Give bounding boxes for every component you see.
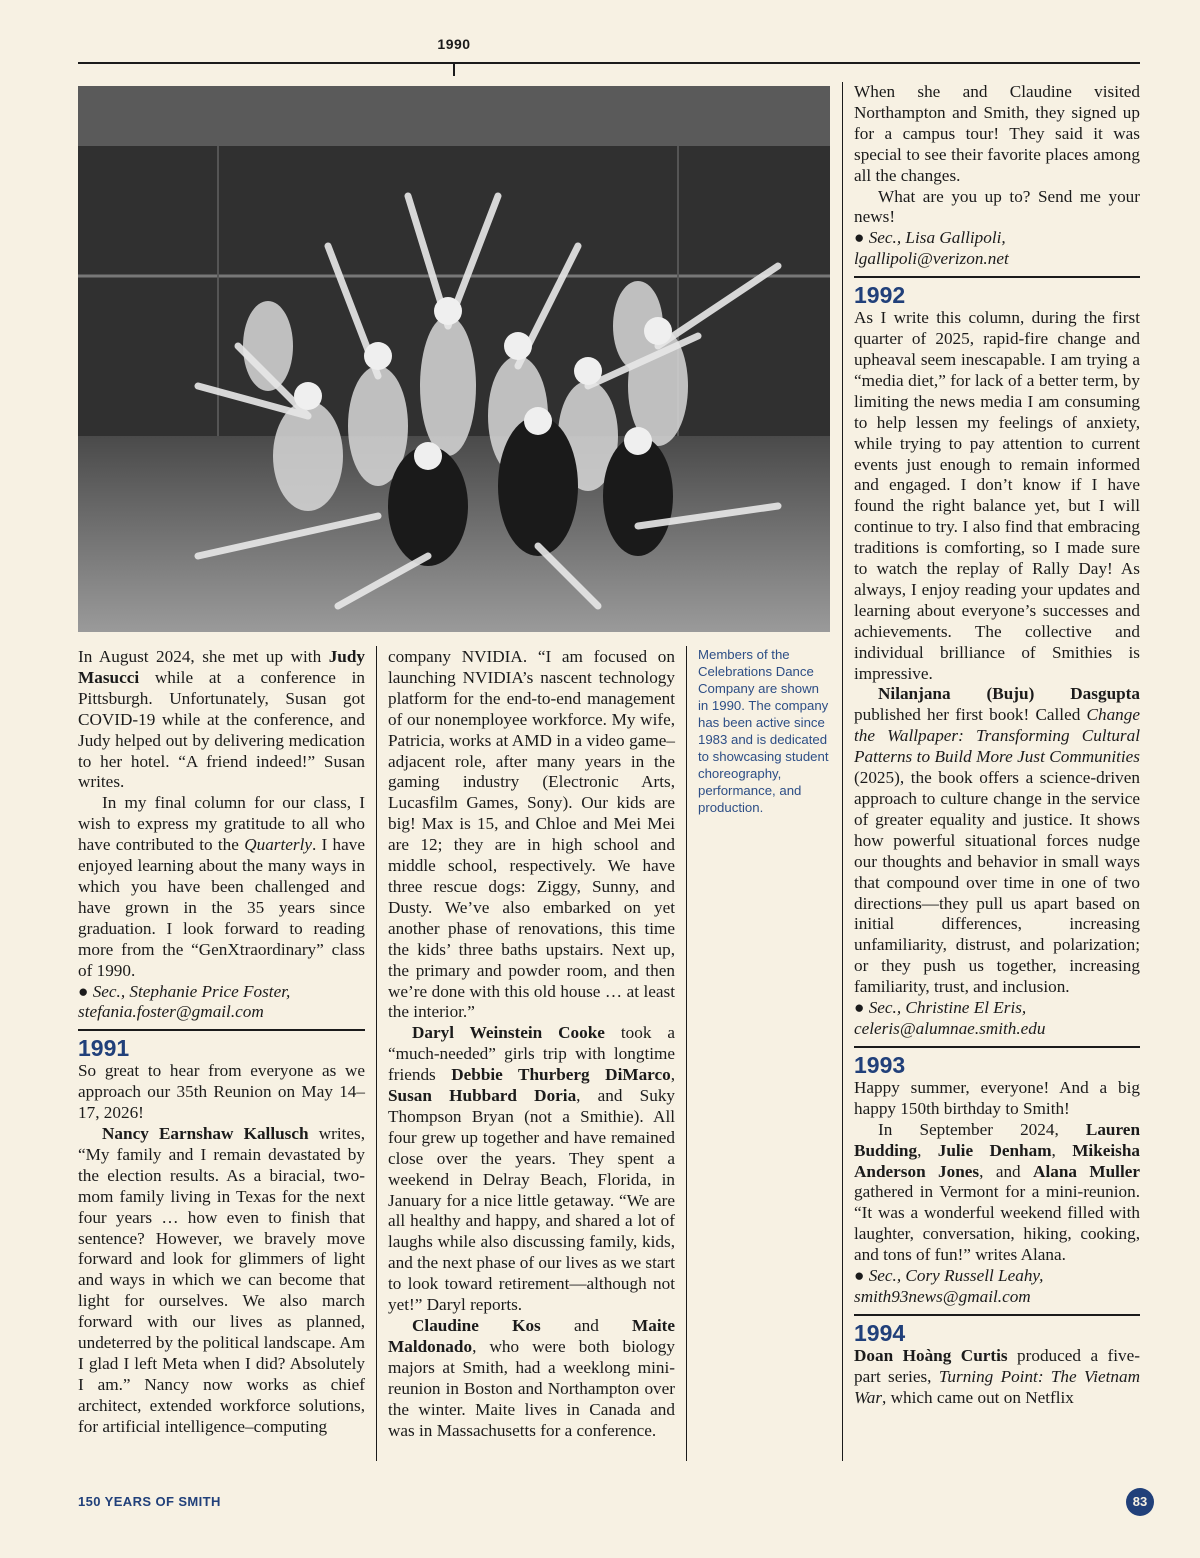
- secretary-email[interactable]: smith93news@gmail.com: [854, 1286, 1031, 1306]
- secretary-email[interactable]: celeris@alumnae.smith.edu: [854, 1018, 1046, 1038]
- column-divider: [686, 646, 687, 1461]
- section-rule: [78, 1029, 365, 1031]
- paragraph: Claudine Kos and Maite Maldonado, who were both biology majors at Smith, had a weeklong mini-reunion in Boston and Northampton over the winter. Maite lives in Canada and was in Massachusetts for a conference.: [388, 1316, 675, 1440]
- paragraph: Daryl Weinstein Cooke took a “much-needed” girls trip with longtime friends Debbie Thurberg DiMarco, Susan Hubbard Doria, and Suky Thompson Bryan (not a Smithie). All four grew up together and have remained close over the years. They spent a weekend in Delray Beach, Florida, in January for a nice little getaway. “We are all healthy and happy, and shared a lot of laughs while also discussing family, kids, and the next phase of our lives as we start to look toward retirement—although not yet!” Daryl reports.: [388, 1023, 675, 1315]
- column-divider: [842, 82, 843, 1461]
- section-rule: [854, 1046, 1140, 1048]
- paragraph: Nancy Earnshaw Kallusch writes, “My family and I remain devastated by the election results. As a biracial, two-mom family living in Texas for the next four years … how even to finish that sentence? However, we bravely move forward and look for glimmers of light and ways in which we can become that light for ourselves. We also march forward with our lives as planned, undeterred by the political landscape. Am I glad I left Meta when I did? Absolutely I am.” Nancy now works as chief architect, extended workforce solutions, for artificial intelligence–computing: [78, 1124, 365, 1436]
- photo-caption: Members of the Celebrations Dance Company are shown in 1990. The company has been active since 1983 and is dedicated to showcasing student choreography, performance, and production.: [698, 647, 829, 815]
- paragraph: In my final column for our class, I wish to express my gratitude to all who have contributed to the Quarterly. I have enjoyed learning about the many ways in which you have been challenged and have grown in the 35 years since graduation. I look forward to reading more from the “GenXtraordinary” class of 1990.: [78, 793, 365, 980]
- paragraph: company NVIDIA. “I am focused on launching NVIDIA’s nascent technology platform for the end-to-end management of our nonemployee workforce. My wife, Patricia, works at AMD in a video game–adjacent role, after many years in the gaming industry (Electronic Arts, Lucasfilm Games, Sony). Our kids are big! Max is 15, and Chloe and Mei Mei are 12; they are in high school and middle school, respectively. We have three rescue dogs: Ziggy, Sunny, and Dusty. We’ve also embarked on yet another phase of renovations, this time the kids’ three baths upstairs. Next up, the primary and powder room, and then we’re done with this old house … at least the interior.”: [388, 647, 675, 1022]
- header-rule: [78, 62, 1140, 64]
- page-number-badge: 83: [1126, 1488, 1154, 1516]
- section-rule: [854, 1314, 1140, 1316]
- column-divider: [376, 646, 377, 1461]
- class-year-heading: 1991: [78, 1035, 130, 1062]
- secretary-signature: ● Sec., Cory Russell Leahy,: [854, 1266, 1044, 1286]
- dance-company-photo: [78, 86, 830, 632]
- secretary-signature: ● Sec., Lisa Gallipoli,: [854, 228, 1006, 248]
- paragraph: As I write this column, during the first quarter of 2025, rapid-fire change and upheaval seem inescapable. I am trying a “media diet,” for lack of a better term, by limiting the news media I am consuming to help lessen my feelings of anxiety, while trying to pay attention to current events just enough to remain informed and engaged. I don’t know if I have found the right balance yet, but I will continue to try. I also find that embracing traditions is comforting, so I made sure to watch the replay of Rally Day! As always, I enjoy reading your updates and learning about everyone’s successes and achievements. The collective and individual brilliance of Smithies is impressive.: [854, 308, 1140, 683]
- secretary-email[interactable]: stefania.foster@gmail.com: [78, 1002, 264, 1022]
- column-4: [854, 82, 1140, 1409]
- paragraph: Happy summer, everyone! And a big happy 150th birthday to Smith!: [854, 1077, 1140, 1118]
- column-2: [388, 647, 675, 1441]
- paragraph: So great to hear from everyone as we approach our 35th Reunion on May 14–17, 2026!: [78, 1061, 365, 1123]
- paragraph: Nilanjana (Buju) Dasgupta published her first book! Called Change the Wallpaper: Transforming Cultural Patterns to Build More Just Communities (2025), the book offers a science-driven approach to culture change in the service of greater equality and justice. It shows how powerful situational forces nudge our thoughts and behavior in small ways that compound over time in one of two directions—they pull us apart based on initial differences, increasing unfamiliarity, distrust, and polarization; or they push us together, increasing familiarity, trust, and inclusion.: [854, 684, 1140, 997]
- paragraph: When she and Claudine visited Northampton and Smith, they signed up for a campus tour! They said it was special to see their favorite places among all the changes.: [854, 82, 1140, 185]
- class-year-heading: 1994: [854, 1319, 906, 1346]
- section-rule: [854, 276, 1140, 278]
- footer-publication-label: 150 YEARS OF SMITH: [78, 1494, 221, 1509]
- secretary-email[interactable]: lgallipoli@verizon.net: [854, 249, 1009, 269]
- paragraph: What are you up to? Send me your news!: [854, 186, 1140, 227]
- paragraph: Doan Hoàng Curtis produced a five-part series, Turning Point: The Vietnam War, which came out on Netflix: [854, 1345, 1141, 1407]
- section-year-header: 1990: [437, 36, 471, 52]
- paragraph: In August 2024, she met up with Judy Masucci while at a conference in Pittsburgh. Unfortunately, Susan got COVID-19 while at the conference, and Judy helped out by delivering medication to her hotel. “A friend indeed!” Susan writes.: [78, 647, 365, 792]
- class-year-heading: 1993: [854, 1051, 906, 1078]
- column-1: [78, 647, 365, 1438]
- secretary-signature: ● Sec., Christine El Eris,: [854, 998, 1027, 1018]
- secretary-signature: ● Sec., Stephanie Price Foster,: [78, 981, 291, 1001]
- header-rule-tick: [453, 62, 455, 76]
- class-year-heading: 1992: [854, 282, 906, 309]
- paragraph: In September 2024, Lauren Budding, Julie Denham, Mikeisha Anderson Jones, and Alana Muller gathered in Vermont for a mini-reunion. “It was a wonderful weekend filled with laughter, conversation, hiking, cooking, and tons of fun!” writes Alana.: [854, 1119, 1141, 1265]
